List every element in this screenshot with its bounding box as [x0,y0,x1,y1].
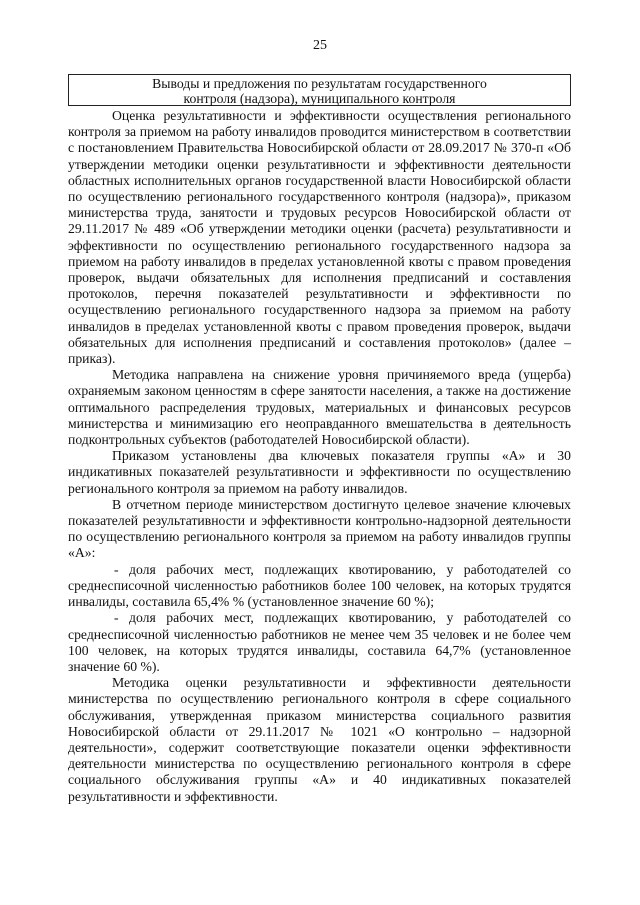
document-body [68,108,571,805]
section-title-line-1: Выводы и предложения по результатам государственного [152,76,487,91]
paragraph-indicators-established: Приказом установлены два ключевых показателя группы «А» и 30 индикативных показателей результативности и эффективности по осуществлению регионального контроля за приемом на работу инвалидов. [68,448,571,496]
paragraph-methodology-purpose: Методика направлена на снижение уровня причиняемого вреда (ущерба) охраняемым законом ценностям в сфере занятости населения, а также на достижение оптимального распределения трудовых, материальных и финансовых ресурсов министерства и минимизацию его неоправданного вмешательства в деятельность подконтрольных субъектов (работодателей Новосибирской области). [68,367,571,448]
page-number: 25 [313,38,327,53]
paragraph-target-achieved: В отчетном периоде министерством достигнуто целевое значение ключевых показателей результативности и эффективности контрольно-надзорной деятельности по осуществлению регионального контроля за приемом на работу инвалидов группы «А»: [68,496,571,561]
paragraph-methodology-basis: Оценка результативности и эффективности осуществления регионального контроля за приемом на работу инвалидов проводится министерством в соответствии с постановлением Правительства Новосибирской области от 28.09.2017 № 370-п «Об утверждении методики оценки результативности и эффективности деятельности областных исполнительных органов государственной власти Новосибирской области по осуществлению регионального государственного контроля (надзора)», приказом министерства труда, занятости и трудовых ресурсов Новосибирской области от 29.11.2017 № 489 «Об утверждении методики оценки (расчета) результативности и эффективности по осуществлению регионального государственного надзора за приемом на работу инвалидов в пределах установленной квоты с правом проведения проверок, выдачи обязательных для исполнения предписаний и составления протоколов, перечня показателей результативности и эффективности по осуществлению регионального государственного надзора за приемом на работу инвалидов в пределах установленной квоты с правом проведения проверок, выдачи обязательных для исполнения предписаний и составления протоколов» (далее – приказ). [68,108,571,367]
section-title-box [68,74,571,106]
section-title-line-2: контроля (надзора), муниципального контроля [183,91,456,106]
list-item-over-100: - доля рабочих мест, подлежащих квотированию, у работодателей со среднесписочной численностью работников более 100 человек, на которых трудятся инвалиды, составила 65,4% % (установленное значение 60 %); [68,561,571,610]
list-item-35-to-100: - доля рабочих мест, подлежащих квотированию, у работодателей со среднесписочной численностью работников не менее чем 35 человек и не более чем 100 человек, на которых трудятся инвалиды, составила 64,7% (установленное значение 60 %). [68,610,571,674]
paragraph-social-services-methodology: Методика оценки результативности и эффективности деятельности министерства по осуществлению регионального контроля в сфере социального обслуживания, утвержденная приказом министерства социального развития Новосибирской области от 29.11.2017 № 1021 «О контрольно – надзорной деятельности», содержит соответствующие показатели оценки эффективности деятельности министерства по осуществлению регионального контроля в сфере социального обслуживания группы «А» и 40 индикативных показателей результативности и эффективности. [68,675,571,804]
